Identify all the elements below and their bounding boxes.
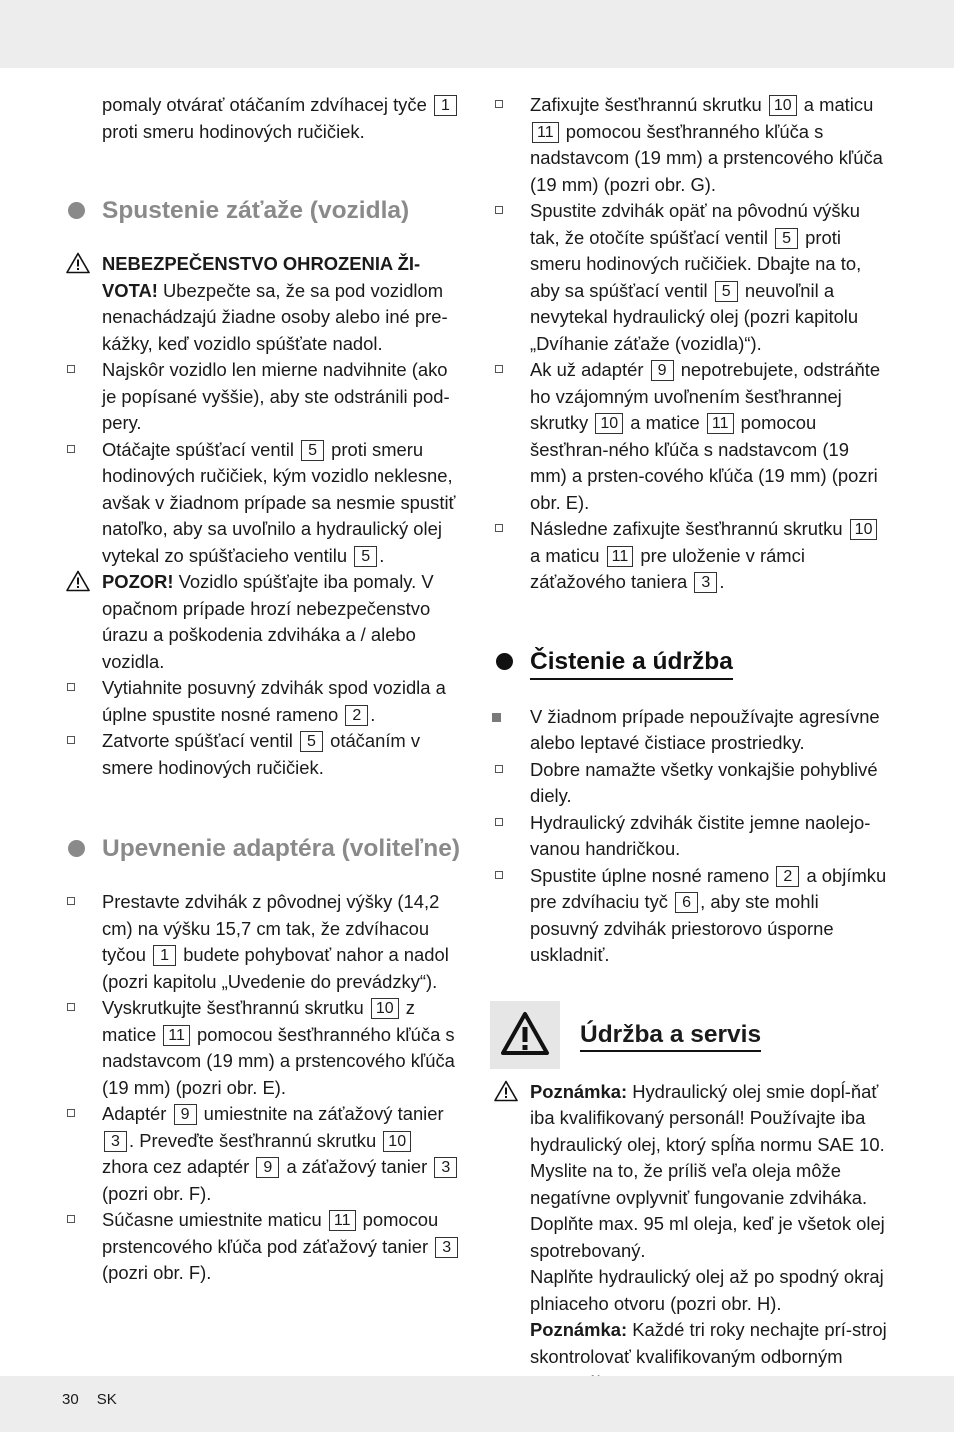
list-item: Dobre namažte všetky vonkajšie pohyblivé diely. (490, 757, 888, 810)
list-item: Adaptér 9 umiestnite na záťažový tanier 3 . Preveďte šesťhrannú skrutku 10 zhora cez adaptér 9 a záťažový tanier 3 (pozri obr. F). (62, 1101, 464, 1207)
list-item: Prestavte zdvihák z pôvodnej výšky (14,2 cm) na výšku 15,7 cm tak, že zdvíhacou tyčou 1 budete pohybovať nahor a nadol (pozri kapitolu „Uvedenie do prevádzky“). (62, 889, 464, 995)
section-heading-service: Údržba a servis (580, 1021, 761, 1048)
list-item: Zatvorte spúšťací ventil 5 otáčaním v smere hodinových ručičiek. (62, 728, 464, 781)
part-reference-number: 2 (776, 866, 799, 887)
part-reference-number: 11 (607, 546, 634, 567)
part-reference-number: 11 (163, 1025, 190, 1046)
part-reference-number: 5 (354, 546, 377, 567)
part-reference-number: 2 (345, 705, 368, 726)
checkbox-bullet-icon (67, 897, 75, 905)
part-reference-number: 1 (434, 95, 457, 116)
checkbox-bullet-icon (67, 1215, 75, 1223)
checkbox-bullet-icon (67, 683, 75, 691)
part-reference-number: 10 (769, 95, 797, 116)
part-reference-number: 6 (675, 892, 698, 913)
note-paragraph: Naplňte hydraulický olej až po spodný okraj plniaceho otvoru (pozri obr. H). (530, 1266, 884, 1314)
list-item: Spustite úplne nosné rameno 2 a objímku pre zdvíhaciu tyč 6 , aby ste mohli posuvný zdvihák priestorovo úsporne uskladniť. (490, 863, 888, 969)
part-reference-number: 9 (651, 360, 674, 381)
section-heading-cleaning: Čistenie a údržba (490, 648, 888, 680)
list-item: Vyskrutkujte šesťhrannú skrutku 10 z matice 11 pomocou šesťhranného kľúča s nadstavcom (19 mm) a prstencového kľúča (19 mm) (pozri obr. E). (62, 995, 464, 1101)
note-paragraph: Poznámka: Každé tri roky nechajte prí-stroj skontrolovať kvalifikovaným odborným (530, 1319, 887, 1367)
part-reference-number: 11 (329, 1210, 356, 1231)
list-item: Spustite zdvihák opäť na pôvodnú výšku tak, že otočíte spúšťací ventil 5 proti smeru hodinových ručičiek. Dbajte na to, aby sa spúšťací ventil 5 neuvoľnil a nevytekal hydraulický olej (pozri kapitolu „Dvíhanie záťaže (vozidla)“). (490, 198, 888, 357)
checkbox-bullet-icon (495, 765, 503, 773)
warning-triangle-icon (66, 570, 90, 592)
list-item: Hydraulický zdvihák čistite jemne naolejo-vanou handričkou. (490, 810, 888, 863)
section-heading-adapter: Upevnenie adaptéra (voliteľne) (62, 835, 464, 862)
right-column (490, 92, 888, 1397)
part-reference-number: 9 (174, 1104, 197, 1125)
checkbox-bullet-icon (67, 445, 75, 453)
part-reference-number: 3 (435, 1237, 458, 1258)
checkbox-bullet-icon (495, 206, 503, 214)
note-paragraph: Poznámka: Hydraulický olej smie dopĺ-ňať iba kvalifikovaný personál! Používajte iba hydraulický olej, ktorý spĺňa normu SAE 10. Myslite na to, že príliš veľa oleja môže negatívne ovplyvniť fungovanie zdviháka. Doplňte max. 95 ml oleja, keď je všetok olej spotrebovaný. (490, 1079, 888, 1265)
bullet-dot-icon (496, 653, 513, 670)
part-reference-number: 3 (694, 572, 717, 593)
language-code: SK (96, 1391, 117, 1408)
filled-square-bullet-icon (492, 713, 501, 722)
part-reference-number: 3 (434, 1157, 457, 1178)
section-heading-lowering: Spustenie záťaže (vozidla) (62, 197, 464, 224)
part-reference-number: 10 (850, 519, 878, 540)
list-item: Zafixujte šesťhrannú skrutku 10 a maticu 11 pomocou šesťhranného kľúča s nadstavcom (19 mm) a prstencového kľúča (19 mm) (pozri obr. G). (490, 92, 888, 198)
checkbox-bullet-icon (495, 818, 503, 826)
danger-warning: NEBEZPEČENSTVO OHROZENIA ŽI-VOTA! Ubezpečte sa, že sa pod vozidlom nenachádzajú žiadne osoby alebo iné pre-kážky, keď vozidlo spúšťate nadol. (62, 251, 464, 357)
warning-triangle-icon (66, 252, 90, 274)
list-item: Otáčajte spúšťací ventil 5 proti smeru hodinových ručičiek, kým vozidlo neklesne, avšak v žiadnom prípade sa nesmie spustiť natoľko, aby sa uvoľnilo a hydraulický olej vytekal zo spúšťacieho ventilu 5 . (62, 437, 464, 570)
list-item: Súčasne umiestnite maticu 11 pomocou prstencového kľúča pod záťažový tanier 3 (pozri obr. F). (62, 1207, 464, 1287)
part-reference-number: 10 (595, 413, 623, 434)
part-reference-number: 5 (775, 228, 798, 249)
footer-band (0, 1376, 954, 1432)
part-reference-number: 10 (383, 1131, 411, 1152)
part-reference-number: 1 (153, 945, 176, 966)
checkbox-bullet-icon (495, 524, 503, 532)
bullet-dot-icon (68, 840, 85, 857)
checkbox-bullet-icon (67, 1109, 75, 1117)
warning-triangle-icon (490, 1001, 560, 1069)
part-reference-number: 11 (707, 413, 734, 434)
part-reference-number: 3 (104, 1131, 127, 1152)
checkbox-bullet-icon (67, 365, 75, 373)
part-reference-number: 5 (715, 281, 738, 302)
warning-triangle-icon (494, 1080, 518, 1102)
page-number: 30 (62, 1391, 79, 1408)
checkbox-bullet-icon (67, 736, 75, 744)
part-reference-number: 5 (300, 731, 323, 752)
list-item: V žiadnom prípade nepoužívajte agresívne alebo leptavé čistiace prostriedky. (490, 704, 888, 757)
checkbox-bullet-icon (495, 871, 503, 879)
header-band (0, 0, 954, 68)
checkbox-bullet-icon (495, 365, 503, 373)
list-item: Vytiahnite posuvný zdvihák spod vozidla a úplne spustite nosné rameno 2 . (62, 675, 464, 728)
part-reference-number: 10 (371, 998, 399, 1019)
checkbox-bullet-icon (67, 1003, 75, 1011)
left-column (62, 92, 464, 1287)
page-footer (62, 1390, 135, 1410)
bullet-dot-icon (68, 202, 85, 219)
intro-paragraph: pomaly otvárať otáčaním zdvíhacej tyče 1 proti smeru hodinových ručičiek. (62, 92, 464, 145)
part-reference-number: 5 (301, 440, 324, 461)
service-icon-box (490, 1001, 560, 1069)
list-item: Najskôr vozidlo len mierne nadvihnite (ako je popísané vyššie), aby ste odstránili pod-pery. (62, 357, 464, 437)
caution-warning: POZOR! Vozidlo spúšťajte iba pomaly. V opačnom prípade hrozí nebezpečenstvo úrazu a poškodenia zdviháka a / alebo vozidla. (62, 569, 464, 675)
part-reference-number: 11 (532, 122, 559, 143)
list-item: Následne zafixujte šesťhrannú skrutku 10 a maticu 11 pre uloženie v rámci záťažového taniera 3 . (490, 516, 888, 596)
service-section-header (490, 1001, 888, 1071)
part-reference-number: 9 (256, 1157, 279, 1178)
checkbox-bullet-icon (495, 100, 503, 108)
list-item: Ak už adaptér 9 nepotrebujete, odstráňte ho vzájomným uvoľnením šesťhrannej skrutky 10 a matice 11 pomocou šesťhran-ného kľúča s nadstavcom (19 mm) a prsten-cového kľúča (19 mm) (pozri obr. E). (490, 357, 888, 516)
